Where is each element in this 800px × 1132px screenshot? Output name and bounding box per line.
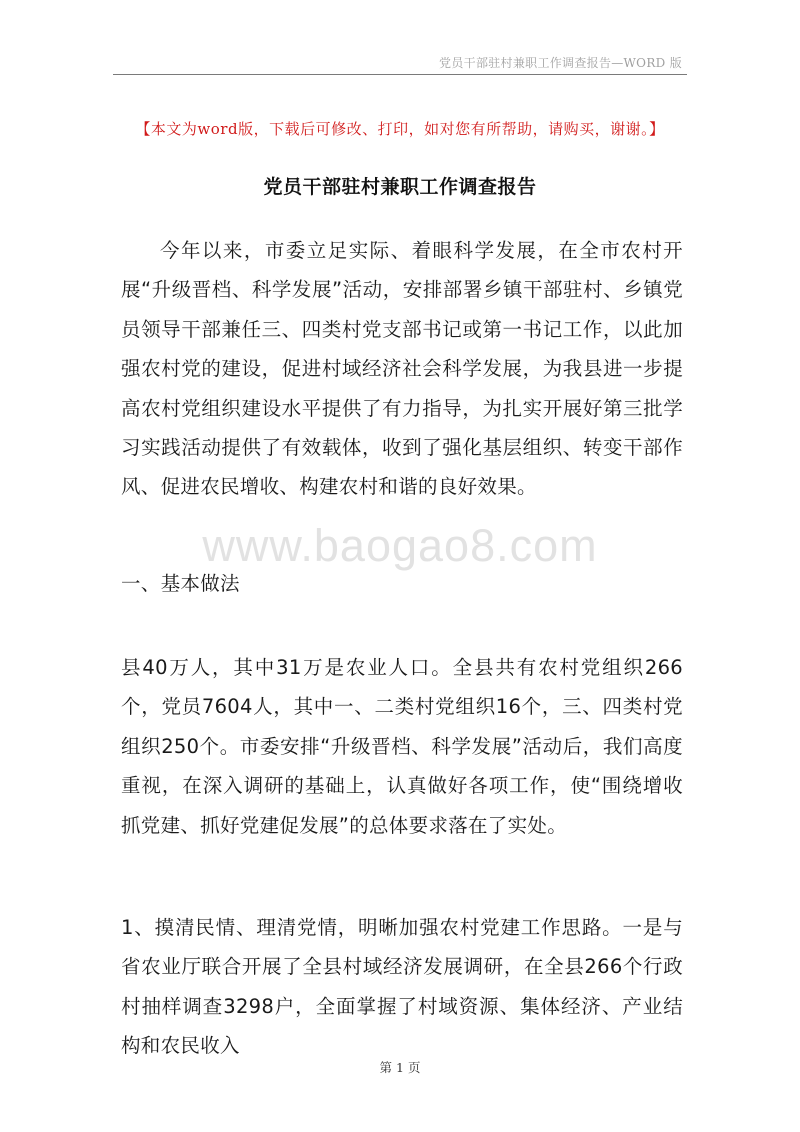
item1-paragraph: 1、摸清民情、理清党情，明晰加强农村党建工作思路。一是与省农业厅联合开展了全县村域经济发展调研，在全县266个行政村抽样调查3298户，全面掌握了村域资源、集体经济、产业结构和农民收入 xyxy=(121,916,683,1058)
basic-paragraph: 县40万人，其中31万是农业人口。全县共有农村党组织266个，党员7604人，其中一、二类村党组织16个，三、四类村党组织250个。市委安排“升级晋档、科学发展”活动后，我们高度重视，在深入调研的基础上，认真做好各项工作，使“围绕增收抓党建、抓好党建促发展”的总体要求落在了实处。 xyxy=(121,656,683,837)
page-number: 第 1 页 xyxy=(379,1060,421,1075)
running-header: 党员干部驻村兼职工作调查报告—WORD 版 xyxy=(439,56,682,70)
purchase-notice: 【本文为word版，下载后可修改、打印，如对您有所帮助，请购买，谢谢。】 xyxy=(135,120,665,138)
section-heading: 一、基本做法 xyxy=(121,572,240,595)
header-divider xyxy=(113,74,687,75)
intro-paragraph: 今年以来，市委立足实际、着眼科学发展，在全市农村开展“升级晋档、科学发展”活动，安排部署乡镇干部驻村、乡镇党员领导干部兼任三、四类村党支部书记或第一书记工作，以此加强农村党的建设，促进村域经济社会科学发展，为我县进一步提高农村党组织建设水平提供了有力指导，为扎实开展好第三批学习实践活动提供了有效载体，收到了强化基层组织、转变干部作风、促进农民增收、构建农村和谐的良好效果。 xyxy=(121,239,683,499)
document-title: 党员干部驻村兼职工作调查报告 xyxy=(263,176,537,198)
watermark: www.baogao8.com xyxy=(202,520,598,571)
